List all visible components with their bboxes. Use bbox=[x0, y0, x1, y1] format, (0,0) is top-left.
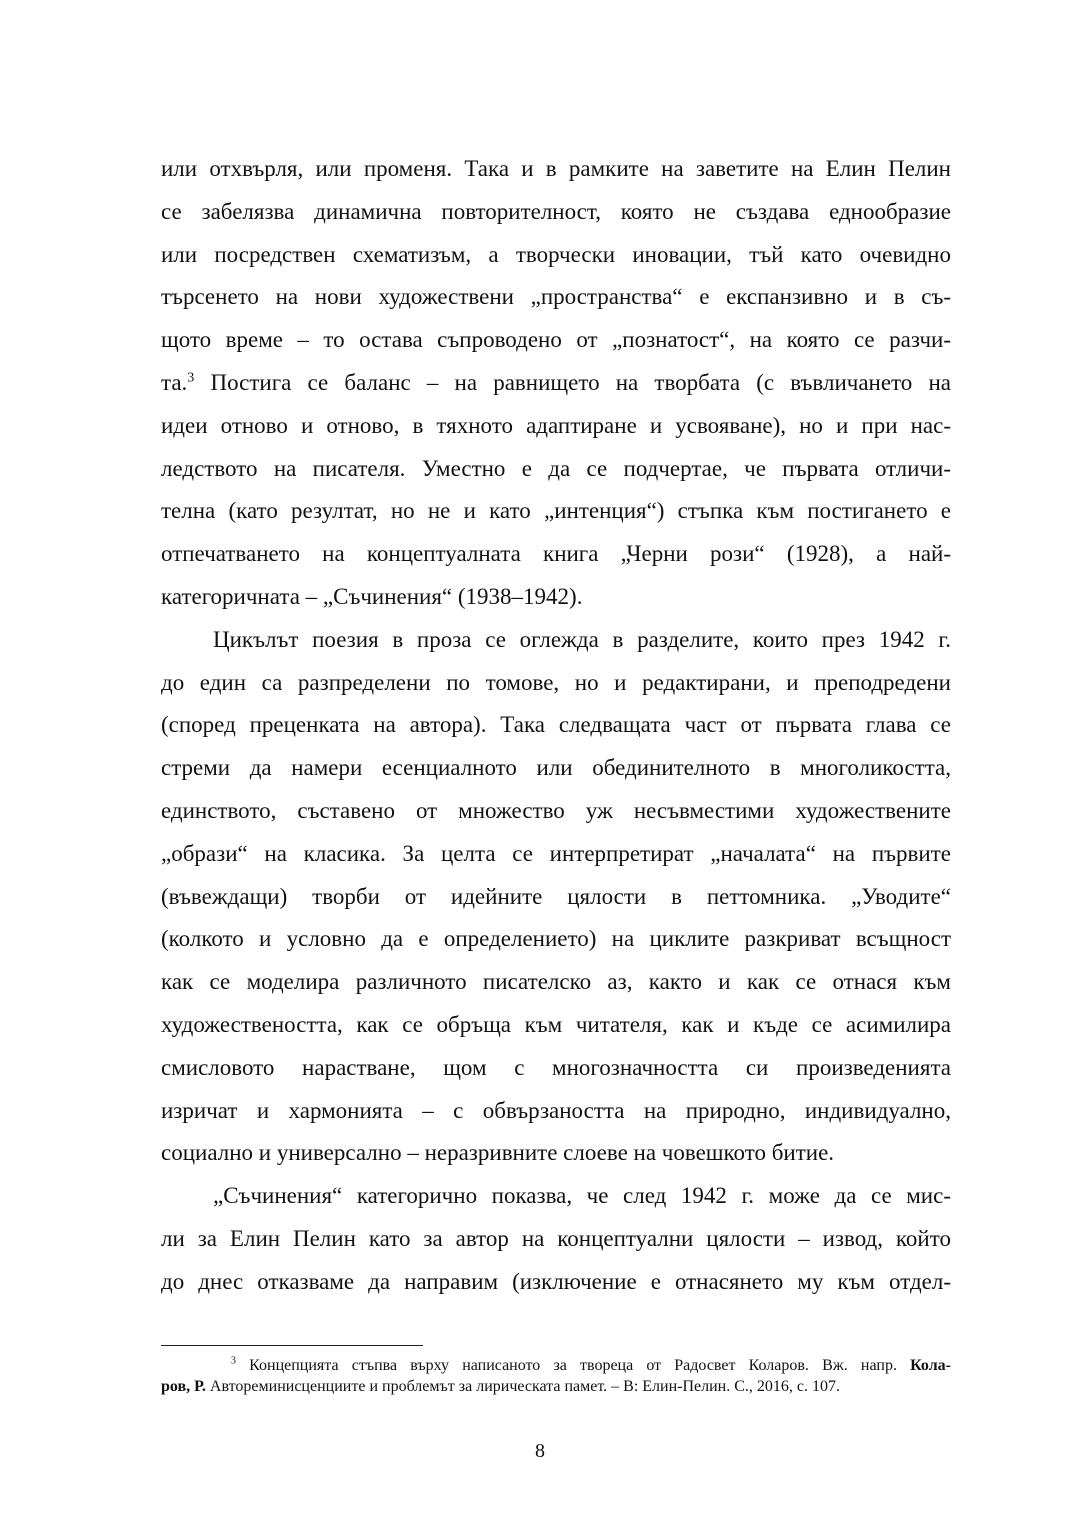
text-line: до един са разпределени по томове, но и редактирани, и преподредени bbox=[161, 669, 951, 695]
text-line: смисловото нарастване, щом с многозначността си произведенията bbox=[161, 1054, 951, 1080]
paragraph-1 bbox=[161, 148, 951, 619]
text-line: (според преценката на автора). Така следващата част от първата глава се bbox=[161, 712, 951, 738]
paragraph-2 bbox=[161, 619, 951, 1175]
text-line: как се моделира различното писателско аз, както и как се отнася към bbox=[161, 969, 951, 995]
text-line bbox=[161, 362, 951, 405]
text-line: социално и универсално – неразривните слоеве на човешкото битие. bbox=[161, 1140, 835, 1166]
text-line: търсенето на нови художествени „пространства“ е експанзивно и в съ- bbox=[161, 284, 951, 310]
text-line: се забелязва динамична повторителност, която не създава еднообразие bbox=[161, 198, 951, 224]
text-line: до днес отказваме да направим (изключение е отнасянето му към отдел- bbox=[161, 1268, 951, 1294]
text-line: идеи отново и отново, в тяхното адаптиране и усвояване), но и при нас- bbox=[161, 412, 951, 438]
paragraph-3 bbox=[161, 1175, 951, 1303]
text-line: или отхвърля, или променя. Така и в рамките на заветите на Елин Пелин bbox=[161, 156, 951, 181]
text-line: единството, съставено от множество уж несъвместими художествените bbox=[161, 797, 951, 823]
text-line: художествеността, как се обръща към читателя, как и къде се асимилира bbox=[161, 1011, 951, 1037]
footnote-author: Кола- bbox=[910, 1357, 951, 1374]
text-line: или посредствен схематизъм, а творчески иновации, тъй като очевидно bbox=[161, 241, 951, 267]
text-fragment: Постига се баланс – на равнището на творбата (с въвличането на bbox=[194, 369, 951, 395]
text-line: стреми да намери есенциалното или обединителното в многоликостта, bbox=[161, 755, 951, 781]
footnote-text: Автореминисценциите и проблемът за лирическата памет. – В: Елин-Пелин. С., 2016, с. 107. bbox=[205, 1378, 841, 1395]
footnote-line bbox=[161, 1355, 951, 1376]
text-line: отпечатването на концептуалната книга „Черни рози“ (1928), а най- bbox=[161, 541, 951, 567]
text-line: изричат и хармонията – с обвързаността на природно, индивидуално, bbox=[161, 1097, 951, 1123]
footnote-author: ров, Р. bbox=[161, 1378, 206, 1395]
footnote-number: 3 bbox=[231, 1355, 236, 1367]
text-fragment: та. bbox=[161, 369, 188, 395]
footnote-reference[interactable]: 3 bbox=[187, 370, 195, 386]
text-line: „Съчинения“ категорично показва, че след 1942 г. може да се мис- bbox=[213, 1183, 951, 1209]
footnote-separator bbox=[161, 1345, 423, 1346]
text-line: (колкото и условно да е определението) на циклите разкриват всъщност bbox=[161, 926, 951, 952]
text-line: ледството на писателя. Уместно е да се подчертае, че първата отличи- bbox=[161, 455, 951, 481]
text-line: щото време – то остава съпроводено от „познатост“, на която се разчи- bbox=[161, 327, 951, 353]
page-number: 8 bbox=[535, 1440, 545, 1462]
body-text bbox=[161, 148, 951, 1304]
footnote-text: Концепцията стъпва върху написаното за твореца от Радосвет Коларов. Вж. напр. bbox=[236, 1357, 911, 1374]
text-line: (въвеждащи) творби от идейните цялости в петтомника. „Уводите“ bbox=[161, 883, 951, 909]
text-line: телна (като резултат, но не и като „интенция“) стъпка към постигането е bbox=[161, 498, 951, 524]
text-line: Цикълът поезия в проза се оглежда в разделите, които през 1942 г. bbox=[213, 626, 951, 652]
footnote-line bbox=[161, 1376, 951, 1397]
text-line: категоричната – „Съчинения“ (1938–1942). bbox=[161, 583, 583, 609]
text-line: „образи“ на класика. За целта се интерпретират „началата“ на първите bbox=[161, 840, 951, 866]
text-line: ли за Елин Пелин като за автор на концептуални цялости – извод, който bbox=[161, 1225, 951, 1251]
footnote bbox=[161, 1355, 951, 1397]
